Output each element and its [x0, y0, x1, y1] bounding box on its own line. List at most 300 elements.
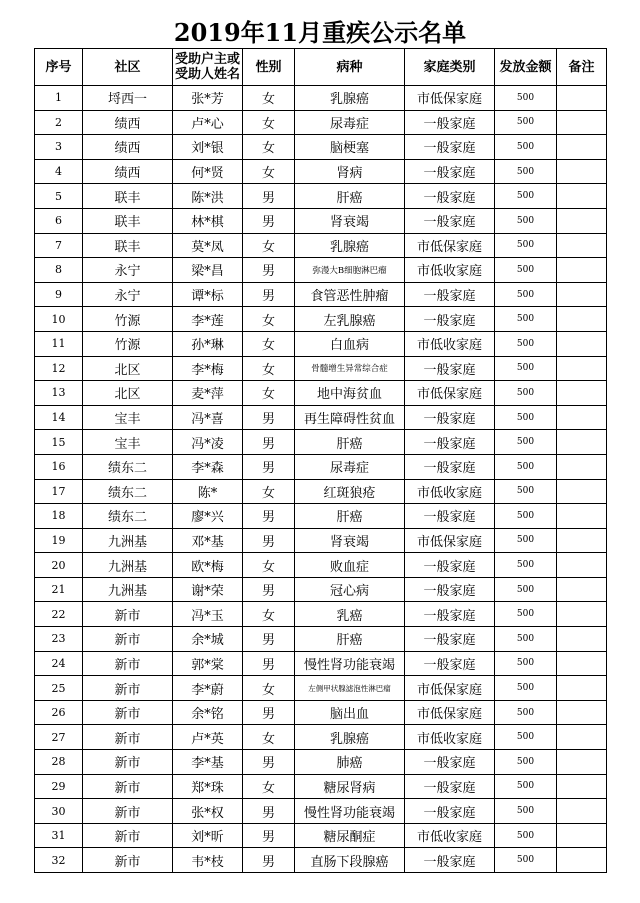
cell-amount: 500: [495, 676, 557, 701]
cell-note: [557, 159, 607, 184]
cell-community: 竹源: [83, 307, 173, 332]
header-note: 备注: [557, 49, 607, 86]
cell-name: 梁*昌: [173, 258, 243, 283]
cell-disease: 慢性肾功能衰竭: [295, 799, 405, 824]
cell-amount: 500: [495, 159, 557, 184]
cell-note: [557, 86, 607, 111]
cell-family: 一般家庭: [405, 405, 495, 430]
table-row: [35, 381, 607, 406]
header-name-line2: 受助人姓名: [174, 67, 240, 82]
cell-note: [557, 282, 607, 307]
cell-idx: 11: [35, 331, 83, 356]
cell-note: [557, 553, 607, 578]
cell-gender: 男: [243, 627, 295, 652]
cell-community: 新市: [83, 700, 173, 725]
cell-family: 一般家庭: [405, 627, 495, 652]
cell-idx: 6: [35, 208, 83, 233]
cell-gender: 女: [243, 135, 295, 160]
cell-amount: 500: [495, 553, 557, 578]
table-row: [35, 282, 607, 307]
table-body: [35, 86, 607, 873]
cell-community: 新市: [83, 750, 173, 775]
cell-name: 李*基: [173, 750, 243, 775]
cell-name: 韦*枝: [173, 848, 243, 873]
header-disease: 病种: [295, 49, 405, 86]
cell-family: 市低保家庭: [405, 676, 495, 701]
cell-gender: 男: [243, 848, 295, 873]
cell-disease: 肝癌: [295, 184, 405, 209]
cell-note: [557, 184, 607, 209]
cell-idx: 18: [35, 504, 83, 529]
cell-note: [557, 577, 607, 602]
header-gender: 性别: [243, 49, 295, 86]
cell-note: [557, 602, 607, 627]
cell-family: 市低保家庭: [405, 700, 495, 725]
table-row: [35, 86, 607, 111]
cell-note: [557, 430, 607, 455]
cell-idx: 5: [35, 184, 83, 209]
cell-idx: 28: [35, 750, 83, 775]
table-row: [35, 405, 607, 430]
table-row: [35, 651, 607, 676]
cell-name: 张*权: [173, 799, 243, 824]
cell-note: [557, 258, 607, 283]
cell-name: 邓*基: [173, 528, 243, 553]
cell-gender: 男: [243, 208, 295, 233]
table-row: [35, 627, 607, 652]
cell-gender: 男: [243, 504, 295, 529]
cell-community: 永宁: [83, 258, 173, 283]
table-row: [35, 823, 607, 848]
cell-name: 欧*梅: [173, 553, 243, 578]
cell-gender: 男: [243, 577, 295, 602]
table-row: [35, 602, 607, 627]
cell-disease: 弥漫大B细胞淋巴瘤: [295, 258, 405, 283]
cell-name: 郭*棠: [173, 651, 243, 676]
cell-family: 市低保家庭: [405, 381, 495, 406]
table-row: [35, 577, 607, 602]
cell-idx: 20: [35, 553, 83, 578]
cell-disease: 肝癌: [295, 504, 405, 529]
cell-gender: 女: [243, 479, 295, 504]
header-name-line1: 受助户主或: [174, 52, 240, 67]
header-idx: 序号: [35, 49, 83, 86]
cell-disease: 脑梗塞: [295, 135, 405, 160]
table-row: [35, 504, 607, 529]
cell-disease: 肝癌: [295, 627, 405, 652]
cell-community: 联丰: [83, 233, 173, 258]
cell-note: [557, 233, 607, 258]
cell-note: [557, 331, 607, 356]
cell-amount: 500: [495, 184, 557, 209]
cell-name: 冯*凌: [173, 430, 243, 455]
cell-community: 绩东二: [83, 479, 173, 504]
cell-gender: 女: [243, 725, 295, 750]
cell-idx: 4: [35, 159, 83, 184]
cell-note: [557, 135, 607, 160]
cell-name: 刘*银: [173, 135, 243, 160]
cell-idx: 19: [35, 528, 83, 553]
cell-gender: 男: [243, 528, 295, 553]
cell-family: 一般家庭: [405, 577, 495, 602]
cell-name: 孙*琳: [173, 331, 243, 356]
table-row: [35, 159, 607, 184]
cell-disease: 脑出血: [295, 700, 405, 725]
table-row: [35, 799, 607, 824]
cell-amount: 500: [495, 823, 557, 848]
cell-note: [557, 700, 607, 725]
cell-amount: 500: [495, 577, 557, 602]
cell-family: 一般家庭: [405, 651, 495, 676]
cell-community: 联丰: [83, 184, 173, 209]
cell-family: 市低保家庭: [405, 86, 495, 111]
cell-gender: 男: [243, 258, 295, 283]
cell-disease: 肾衰竭: [295, 528, 405, 553]
cell-name: 林*棋: [173, 208, 243, 233]
cell-note: [557, 307, 607, 332]
header-family: 家庭类别: [405, 49, 495, 86]
cell-note: [557, 405, 607, 430]
cell-name: 谭*标: [173, 282, 243, 307]
cell-disease: 乳腺癌: [295, 233, 405, 258]
cell-family: 一般家庭: [405, 774, 495, 799]
cell-disease: 乳腺癌: [295, 86, 405, 111]
cell-gender: 女: [243, 233, 295, 258]
cell-gender: 女: [243, 307, 295, 332]
cell-community: 新市: [83, 676, 173, 701]
cell-disease: 乳癌: [295, 602, 405, 627]
table-row: [35, 528, 607, 553]
cell-family: 市低收家庭: [405, 331, 495, 356]
cell-name: 张*芳: [173, 86, 243, 111]
table-row: [35, 110, 607, 135]
cell-name: 冯*玉: [173, 602, 243, 627]
cell-community: 新市: [83, 823, 173, 848]
cell-amount: 500: [495, 110, 557, 135]
cell-name: 李*莲: [173, 307, 243, 332]
cell-name: 卢*心: [173, 110, 243, 135]
cell-community: 北区: [83, 356, 173, 381]
cell-family: 一般家庭: [405, 356, 495, 381]
cell-amount: 500: [495, 430, 557, 455]
cell-amount: 500: [495, 86, 557, 111]
cell-amount: 500: [495, 774, 557, 799]
cell-gender: 男: [243, 282, 295, 307]
cell-note: [557, 750, 607, 775]
cell-amount: 500: [495, 135, 557, 160]
cell-community: 新市: [83, 651, 173, 676]
cell-name: 陈*洪: [173, 184, 243, 209]
cell-note: [557, 725, 607, 750]
cell-community: 新市: [83, 848, 173, 873]
cell-disease: 白血病: [295, 331, 405, 356]
cell-note: [557, 208, 607, 233]
cell-gender: 女: [243, 331, 295, 356]
header-community: 社区: [83, 49, 173, 86]
cell-disease: 糖尿肾病: [295, 774, 405, 799]
cell-gender: 女: [243, 356, 295, 381]
cell-gender: 男: [243, 405, 295, 430]
cell-gender: 女: [243, 86, 295, 111]
cell-family: 一般家庭: [405, 454, 495, 479]
cell-community: 九洲基: [83, 553, 173, 578]
cell-family: 一般家庭: [405, 307, 495, 332]
cell-family: 一般家庭: [405, 430, 495, 455]
cell-gender: 女: [243, 602, 295, 627]
cell-amount: 500: [495, 651, 557, 676]
cell-family: 一般家庭: [405, 750, 495, 775]
cell-gender: 男: [243, 799, 295, 824]
cell-idx: 9: [35, 282, 83, 307]
cell-note: [557, 454, 607, 479]
cell-community: 绩西: [83, 135, 173, 160]
cell-note: [557, 381, 607, 406]
cell-amount: 500: [495, 356, 557, 381]
cell-community: 北区: [83, 381, 173, 406]
cell-idx: 3: [35, 135, 83, 160]
cell-amount: 500: [495, 381, 557, 406]
cell-community: 绩西: [83, 110, 173, 135]
table-row: [35, 258, 607, 283]
cell-disease: 骨髓增生异常综合症: [295, 356, 405, 381]
cell-amount: 500: [495, 479, 557, 504]
cell-gender: 女: [243, 110, 295, 135]
table-row: [35, 750, 607, 775]
cell-disease: 直肠下段腺癌: [295, 848, 405, 873]
cell-disease: 尿毒症: [295, 110, 405, 135]
cell-community: 宝丰: [83, 430, 173, 455]
cell-family: 一般家庭: [405, 184, 495, 209]
table-row: [35, 700, 607, 725]
table-header-row: [35, 49, 607, 86]
cell-idx: 21: [35, 577, 83, 602]
cell-amount: 500: [495, 307, 557, 332]
cell-name: 余*城: [173, 627, 243, 652]
cell-community: 宝丰: [83, 405, 173, 430]
cell-amount: 500: [495, 528, 557, 553]
cell-amount: 500: [495, 504, 557, 529]
cell-idx: 12: [35, 356, 83, 381]
cell-idx: 26: [35, 700, 83, 725]
cell-note: [557, 651, 607, 676]
cell-name: 李*梅: [173, 356, 243, 381]
cell-note: [557, 799, 607, 824]
cell-disease: 再生障碍性贫血: [295, 405, 405, 430]
cell-family: 市低收家庭: [405, 479, 495, 504]
header-name: [173, 49, 243, 86]
table-row: [35, 454, 607, 479]
cell-community: 九洲基: [83, 577, 173, 602]
cell-amount: 500: [495, 627, 557, 652]
cell-idx: 29: [35, 774, 83, 799]
table-row: [35, 848, 607, 873]
cell-idx: 24: [35, 651, 83, 676]
cell-amount: 500: [495, 233, 557, 258]
cell-note: [557, 528, 607, 553]
page-title: 2019年11月重疾公示名单: [173, 18, 467, 47]
cell-name: 谢*荣: [173, 577, 243, 602]
cell-community: 永宁: [83, 282, 173, 307]
cell-name: 刘*昕: [173, 823, 243, 848]
cell-community: 绩东二: [83, 454, 173, 479]
cell-community: 埒西一: [83, 86, 173, 111]
cell-amount: 500: [495, 848, 557, 873]
cell-gender: 男: [243, 184, 295, 209]
cell-disease: 败血症: [295, 553, 405, 578]
cell-idx: 8: [35, 258, 83, 283]
cell-amount: 500: [495, 799, 557, 824]
cell-gender: 男: [243, 454, 295, 479]
cell-family: 市低收家庭: [405, 823, 495, 848]
cell-name: 冯*喜: [173, 405, 243, 430]
cell-idx: 1: [35, 86, 83, 111]
cell-community: 新市: [83, 602, 173, 627]
cell-note: [557, 627, 607, 652]
cell-idx: 17: [35, 479, 83, 504]
cell-community: 绩西: [83, 159, 173, 184]
cell-idx: 25: [35, 676, 83, 701]
cell-family: 一般家庭: [405, 504, 495, 529]
cell-idx: 10: [35, 307, 83, 332]
cell-gender: 男: [243, 651, 295, 676]
cell-name: 廖*兴: [173, 504, 243, 529]
table-row: [35, 676, 607, 701]
table-row: [35, 135, 607, 160]
cell-name: 郑*珠: [173, 774, 243, 799]
cell-family: 一般家庭: [405, 848, 495, 873]
table-row: [35, 208, 607, 233]
cell-disease: 肝癌: [295, 430, 405, 455]
table-row: [35, 184, 607, 209]
cell-community: 竹源: [83, 331, 173, 356]
cell-family: 市低收家庭: [405, 725, 495, 750]
cell-amount: 500: [495, 454, 557, 479]
cell-community: 九洲基: [83, 528, 173, 553]
cell-disease: 肾衰竭: [295, 208, 405, 233]
cell-gender: 女: [243, 381, 295, 406]
cell-disease: 红斑狼疮: [295, 479, 405, 504]
cell-gender: 男: [243, 750, 295, 775]
cell-family: 一般家庭: [405, 553, 495, 578]
cell-community: 联丰: [83, 208, 173, 233]
cell-community: 新市: [83, 627, 173, 652]
cell-note: [557, 676, 607, 701]
recipient-table: [34, 48, 607, 873]
cell-note: [557, 774, 607, 799]
table-row: [35, 553, 607, 578]
cell-family: 一般家庭: [405, 208, 495, 233]
cell-name: 麦*萍: [173, 381, 243, 406]
cell-family: 一般家庭: [405, 110, 495, 135]
cell-family: 市低收家庭: [405, 258, 495, 283]
cell-note: [557, 110, 607, 135]
table-row: [35, 774, 607, 799]
cell-idx: 2: [35, 110, 83, 135]
table-row: [35, 430, 607, 455]
cell-idx: 7: [35, 233, 83, 258]
cell-disease: 糖尿酮症: [295, 823, 405, 848]
cell-idx: 22: [35, 602, 83, 627]
cell-community: 新市: [83, 774, 173, 799]
cell-gender: 男: [243, 700, 295, 725]
cell-gender: 女: [243, 159, 295, 184]
table-row: [35, 725, 607, 750]
cell-idx: 30: [35, 799, 83, 824]
cell-amount: 500: [495, 258, 557, 283]
cell-note: [557, 848, 607, 873]
cell-family: 市低保家庭: [405, 233, 495, 258]
cell-idx: 31: [35, 823, 83, 848]
cell-idx: 13: [35, 381, 83, 406]
cell-family: 一般家庭: [405, 602, 495, 627]
cell-disease: 地中海贫血: [295, 381, 405, 406]
cell-name: 李*森: [173, 454, 243, 479]
table-row: [35, 331, 607, 356]
cell-family: 一般家庭: [405, 159, 495, 184]
cell-family: 一般家庭: [405, 135, 495, 160]
table-row: [35, 479, 607, 504]
cell-note: [557, 356, 607, 381]
cell-amount: 500: [495, 602, 557, 627]
cell-disease: 冠心病: [295, 577, 405, 602]
cell-disease: 尿毒症: [295, 454, 405, 479]
cell-idx: 23: [35, 627, 83, 652]
cell-note: [557, 504, 607, 529]
cell-disease: 左乳腺癌: [295, 307, 405, 332]
cell-disease: 慢性肾功能衰竭: [295, 651, 405, 676]
cell-name: 李*蔚: [173, 676, 243, 701]
table-row: [35, 307, 607, 332]
cell-idx: 32: [35, 848, 83, 873]
cell-amount: 500: [495, 750, 557, 775]
cell-community: 绩东二: [83, 504, 173, 529]
table-row: [35, 233, 607, 258]
cell-community: 新市: [83, 725, 173, 750]
cell-amount: 500: [495, 725, 557, 750]
cell-family: 市低保家庭: [405, 528, 495, 553]
header-amount: 发放金额: [495, 49, 557, 86]
cell-disease: 乳腺癌: [295, 725, 405, 750]
cell-amount: 500: [495, 208, 557, 233]
cell-amount: 500: [495, 282, 557, 307]
cell-disease: 左侧甲状腺滤泡性淋巴瘤: [295, 676, 405, 701]
cell-family: 一般家庭: [405, 799, 495, 824]
cell-gender: 女: [243, 774, 295, 799]
cell-disease: 肺癌: [295, 750, 405, 775]
cell-gender: 女: [243, 676, 295, 701]
cell-note: [557, 823, 607, 848]
cell-gender: 男: [243, 430, 295, 455]
cell-gender: 女: [243, 553, 295, 578]
cell-name: 陈*: [173, 479, 243, 504]
cell-amount: 500: [495, 331, 557, 356]
cell-community: 新市: [83, 799, 173, 824]
cell-note: [557, 479, 607, 504]
cell-gender: 男: [243, 823, 295, 848]
cell-amount: 500: [495, 700, 557, 725]
cell-disease: 食管恶性肿瘤: [295, 282, 405, 307]
cell-idx: 14: [35, 405, 83, 430]
cell-amount: 500: [495, 405, 557, 430]
cell-name: 莫*凤: [173, 233, 243, 258]
cell-disease: 肾病: [295, 159, 405, 184]
cell-idx: 15: [35, 430, 83, 455]
table-row: [35, 356, 607, 381]
cell-name: 余*铭: [173, 700, 243, 725]
cell-family: 一般家庭: [405, 282, 495, 307]
cell-name: 何*贤: [173, 159, 243, 184]
cell-idx: 27: [35, 725, 83, 750]
